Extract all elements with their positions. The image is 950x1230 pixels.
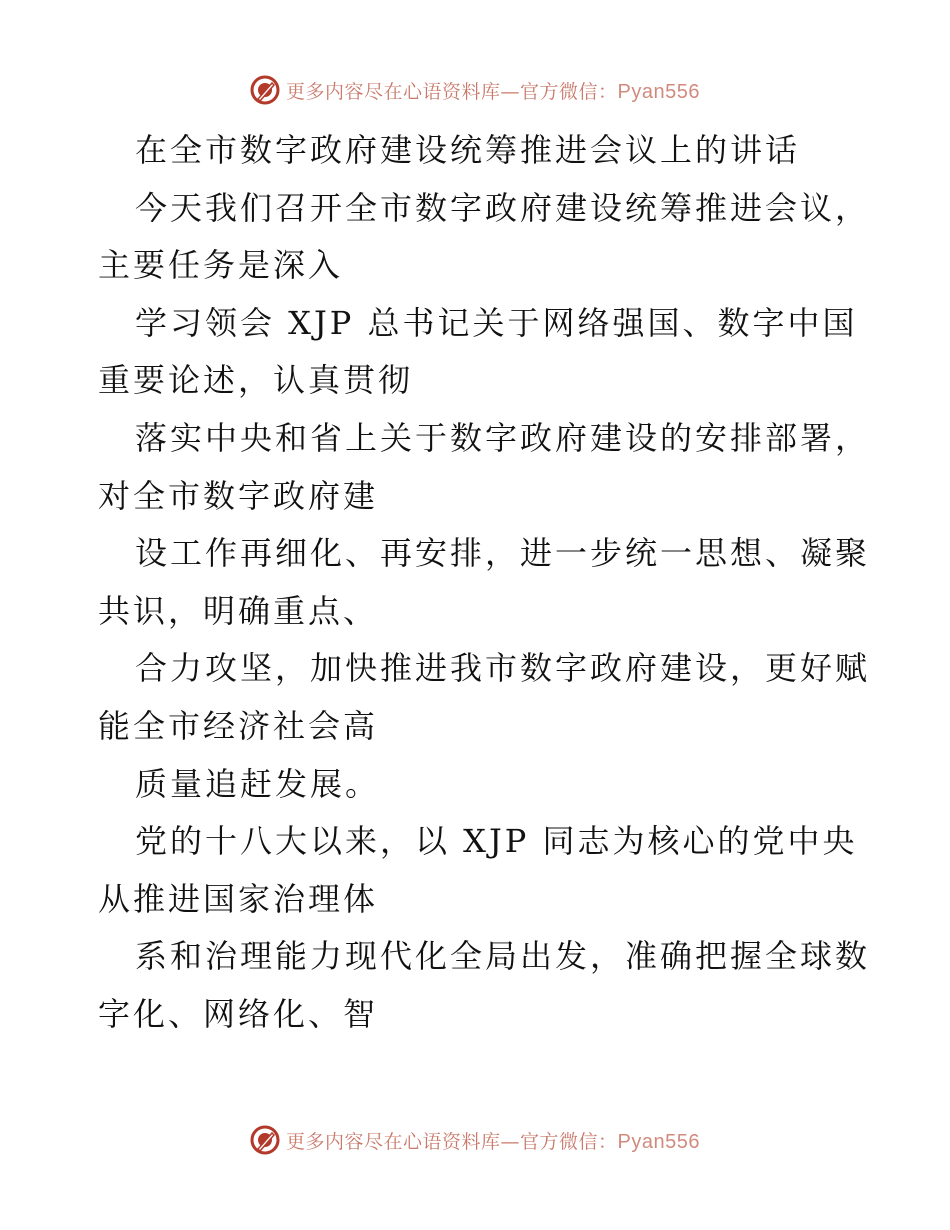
text-line: 合力攻坚，加快推进我市数字政府建设，更好赋: [135, 649, 871, 688]
text-line: 重要论述，认真贯彻: [98, 361, 414, 400]
footer-watermark: [0, 1120, 950, 1160]
text-line: 字化、网络化、智: [98, 994, 379, 1033]
text-line: 系和治理能力现代化全局出发，准确把握全球数: [135, 937, 871, 976]
text-line: 对全市数字政府建: [98, 476, 379, 515]
header-watermark: [0, 70, 950, 110]
watermark-label: 更多内容尽在心语资料库—官方微信：: [286, 1130, 618, 1153]
text-line: 设工作再细化、再安排，进一步统一思想、凝聚: [135, 534, 871, 573]
text-line: 学习领会 XJP 总书记关于网络强国、数字中国: [135, 303, 858, 342]
text-line: 从推进国家治理体: [98, 879, 379, 918]
text-line: 能全市经济社会高: [98, 706, 379, 745]
pen-logo-icon: [250, 1125, 280, 1155]
watermark-text: [286, 77, 700, 104]
document-title: 在全市数字政府建设统筹推进会议上的讲话: [135, 131, 801, 169]
watermark-label: 更多内容尽在心语资料库—官方微信：: [286, 80, 618, 103]
text-line: 共识，明确重点、: [98, 591, 379, 630]
watermark-id: Pyan556: [617, 1130, 700, 1153]
watermark-text: [286, 1127, 700, 1154]
text-line: 主要任务是深入: [98, 246, 344, 285]
text-line: 党的十八大以来，以 XJP 同志为核心的党中央: [135, 822, 858, 861]
text-line: 今天我们召开全市数字政府建设统筹推进会议，: [135, 188, 871, 227]
document-body: [98, 122, 871, 1044]
pen-logo-icon: [250, 75, 280, 105]
text-line: 落实中央和省上关于数字政府建设的安排部署，: [135, 418, 871, 457]
watermark-id: Pyan556: [617, 80, 700, 103]
text-line: 质量追赶发展。: [135, 764, 381, 803]
